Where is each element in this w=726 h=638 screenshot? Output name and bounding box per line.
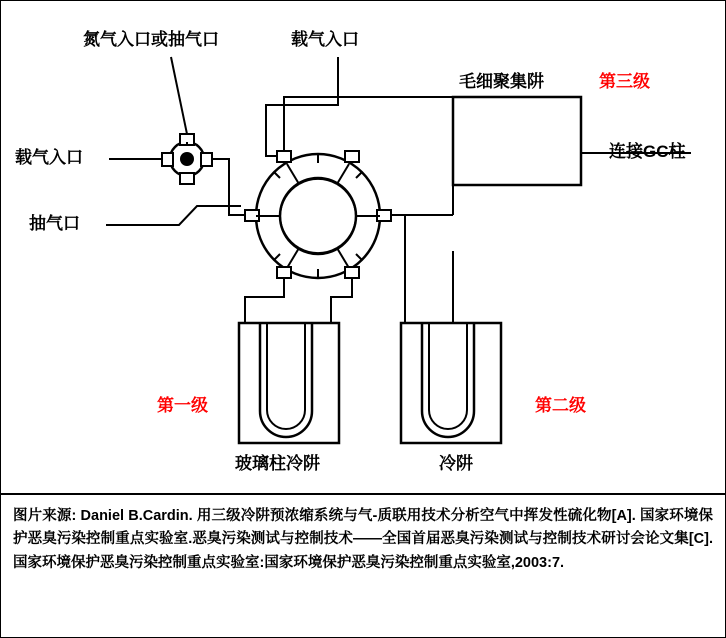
rotary-valve [245,151,391,278]
label-capillary-trap: 毛细聚集阱 [459,72,544,91]
label-stage-one: 第一级 [157,396,208,415]
caption-text: 图片来源: Daniel B.Cardin. 用三级冷阱预浓缩系统与气-质联用技术分析空气中挥发性硫化物[A]. 国家环境保护恶臭污染控制重点实验室.恶臭污染测试与控制技术——全国首届恶臭污染测试与控制技术研讨会论文集[C].国家环境保护恶臭污染控制重点实验室:国家环境保护恶臭污染控制重点实验室,2003:7. [13,508,713,571]
caption-block [1,493,725,637]
diagram-area [1,1,725,491]
stage-two-assembly [401,323,501,443]
label-stage-two: 第二级 [535,396,586,415]
label-cold-trap: 冷阱 [439,454,473,473]
label-carrier-gas-inlet-left: 载气入口 [15,148,83,167]
stage-one-assembly [239,323,339,443]
label-connect-gc-column: 连接GC柱 [609,142,686,161]
label-carrier-gas-inlet-top: 载气入口 [291,30,359,49]
label-stage-three: 第三级 [599,72,650,91]
capillary-trap-box [453,97,581,185]
label-pump-port-left: 抽气口 [29,214,80,233]
label-nitrogen-inlet: 氮气入口或抽气口 [83,30,219,49]
label-glass-column-cold-trap: 玻璃柱冷阱 [235,454,320,473]
pump-actuator [162,134,212,184]
